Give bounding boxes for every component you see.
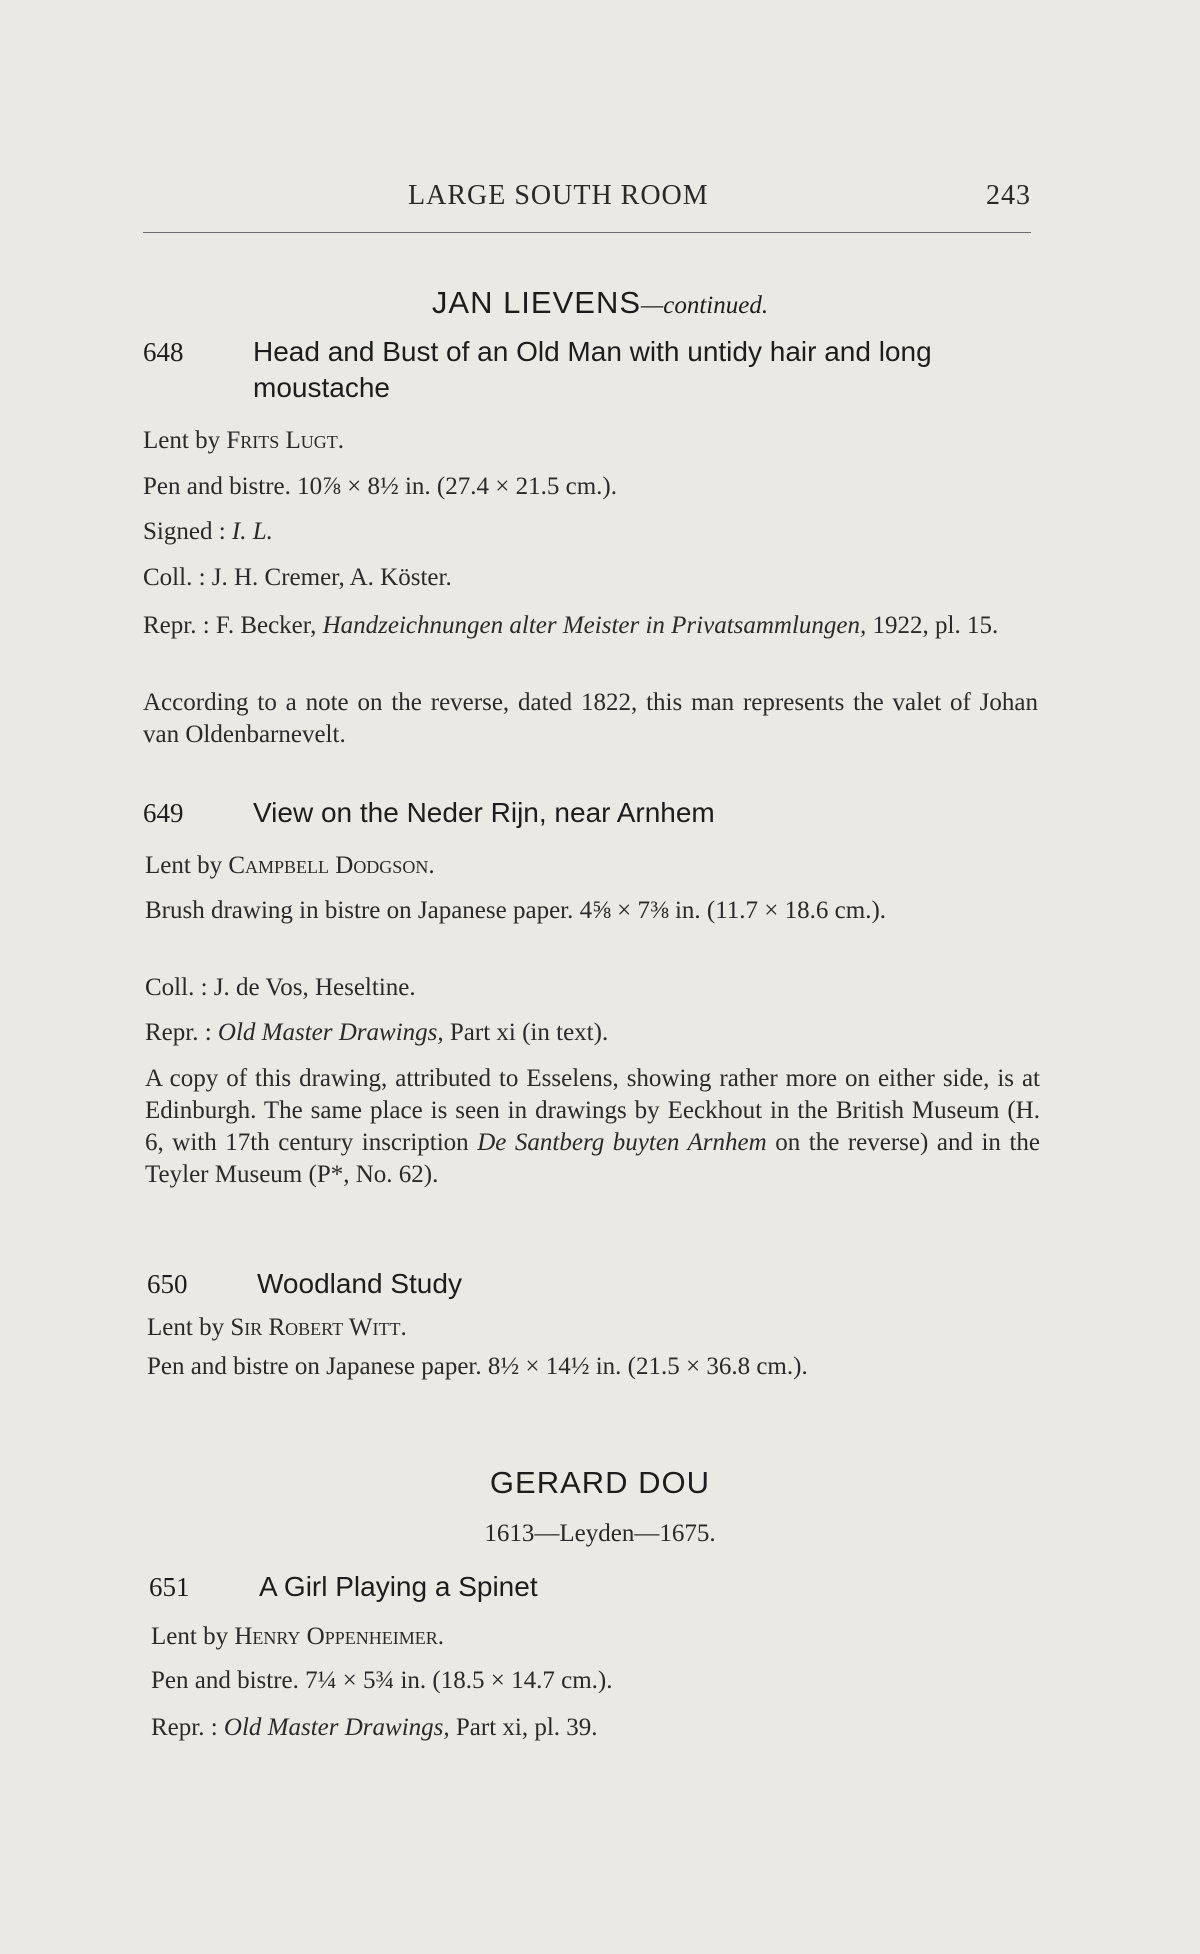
lender-name: Campbell Dodgson. [228, 852, 435, 879]
entry-note: According to a note on the reverse, dated 1822, this man represents the valet of Johan van Oldenbarnevelt. [143, 689, 1038, 748]
entry-title [149, 1569, 1044, 1605]
entry-title [147, 1266, 1042, 1302]
entry-title [143, 334, 1038, 406]
medium-line: Pen and bistre. 10⅞ × 8½ in. (27.4 × 21.5 cm.). [143, 473, 617, 500]
lender-line: Lent by Campbell Dodgson. [145, 852, 435, 879]
entry-title-text: A Girl Playing a Spinet [259, 1571, 538, 1602]
artist-heading: GERARD DOU [489, 1465, 711, 1500]
reproduction-title: Old Master Drawings, [217, 1019, 444, 1046]
medium-line: Pen and bistre on Japanese paper. 8½ × 14½ in. (21.5 × 36.8 cm.). [147, 1353, 808, 1380]
entry-number: 648 [143, 337, 184, 367]
entry-title-text: View on the Neder Rijn, near Arnhem [253, 797, 715, 828]
entry-number: 649 [143, 798, 184, 828]
collection-line: Coll. : J. de Vos, Heseltine. [145, 974, 416, 1001]
lender-line: Lent by Henry Oppenheimer. [151, 1623, 444, 1650]
lender-name: Sir Robert Witt. [230, 1314, 407, 1341]
entry-title-text: Woodland Study [257, 1268, 462, 1299]
lender-name: Henry Oppenheimer. [234, 1623, 444, 1650]
medium-line: Brush drawing in bistre on Japanese paper. 4⅝ × 7⅜ in. (11.7 × 18.6 cm.). [145, 897, 887, 924]
running-title: LARGE SOUTH ROOM [408, 180, 709, 211]
entry-number: 650 [147, 1269, 188, 1299]
signature: I. L. [231, 518, 273, 545]
header-rule [143, 232, 1031, 233]
medium-line: Pen and bistre. 7¼ × 5¾ in. (18.5 × 14.7 cm.). [151, 1667, 613, 1694]
entry-note: A copy of this drawing, attributed to Esselens, showing rather more on either side, is at Edinburgh. The same place is seen in drawings by Eeckhout in the British Museum (H. 6, with 17th century inscription De Santberg buyten Arnhem on the reverse) and in the Teyler Museum (P*, No. 62). [145, 1065, 1041, 1188]
lender-line: Lent by Frits Lugt. [143, 427, 345, 454]
reproduction-title: Handzeichnungen alter Meister in Privatsammlungen, [322, 612, 867, 639]
signed-line: Signed : I. L. [143, 518, 273, 545]
artist-dates: 1613—Leyden—1675. [484, 1520, 716, 1547]
entry-title-text: Head and Bust of an Old Man with untidy hair and long moustache [253, 336, 932, 403]
entry-number: 651 [149, 1572, 190, 1602]
page-number: 243 [986, 180, 1031, 211]
reproduction-line: Repr. : F. Becker, Handzeichnungen alter Meister in Privatsammlungen, 1922, pl. 15. [143, 612, 999, 639]
lender-line: Lent by Sir Robert Witt. [147, 1314, 407, 1341]
lender-name: Frits Lugt. [226, 427, 345, 454]
collection-line: Coll. : J. H. Cremer, A. Köster. [143, 564, 452, 591]
artist-heading: JAN LIEVENS—continued. [431, 285, 769, 320]
entry-title [143, 795, 1038, 831]
reproduction-title: Old Master Drawings, [223, 1714, 450, 1741]
reproduction-line: Repr. : Old Master Drawings, Part xi (in text). [145, 1019, 609, 1046]
reproduction-line: Repr. : Old Master Drawings, Part xi, pl. 39. [151, 1714, 598, 1741]
inscription: De Santberg buyten Arnhem [477, 1129, 767, 1156]
continued-note: —continued. [641, 292, 769, 319]
